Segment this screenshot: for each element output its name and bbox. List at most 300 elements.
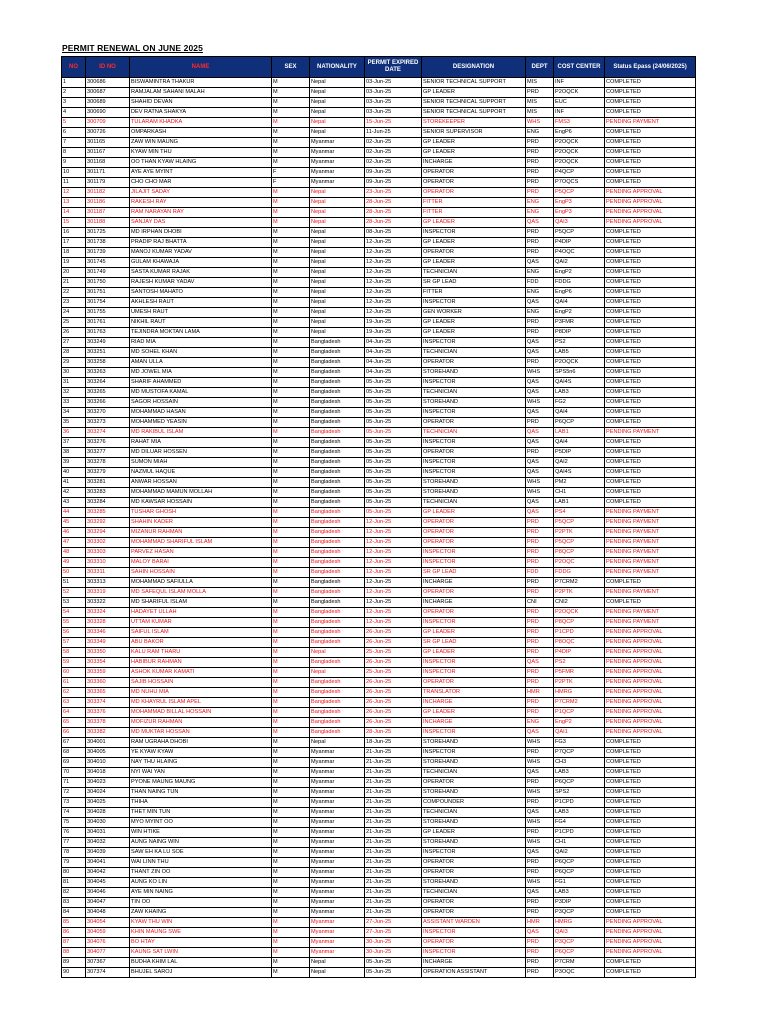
cell-nationality: Bangladesh — [310, 608, 365, 618]
table-row — [62, 168, 696, 178]
cell-no: 35 — [62, 418, 86, 428]
cell-name: MANOJ KUMAR YADAV — [130, 248, 272, 258]
cell-sex: M — [272, 888, 310, 898]
cell-no: 47 — [62, 538, 86, 548]
cell-cost-center: P3QCP — [554, 908, 605, 918]
cell-sex: M — [272, 828, 310, 838]
cell-permit-expired-date: 12-Jun-25 — [365, 518, 422, 528]
cell-name: RAM UGRAHA DHOBI — [130, 738, 272, 748]
table-row — [62, 358, 696, 368]
cell-id-no: 301755 — [86, 308, 130, 318]
cell-permit-expired-date: 28-Jun-25 — [365, 728, 422, 738]
table-row — [62, 888, 696, 898]
cell-designation: STOREKEEPER — [422, 118, 526, 128]
cell-nationality: Nepal — [310, 668, 365, 678]
cell-cost-center: FMS3 — [554, 118, 605, 128]
cell-cost-center: P5FMR — [554, 668, 605, 678]
cell-id-no: 303354 — [86, 658, 130, 668]
cell-id-no: 304018 — [86, 768, 130, 778]
table-row — [62, 108, 696, 118]
cell-permit-expired-date: 09-Jun-25 — [365, 168, 422, 178]
cell-designation: STOREHAND — [422, 738, 526, 748]
cell-id-no: 303266 — [86, 398, 130, 408]
cell-permit-expired-date: 02-Jun-25 — [365, 138, 422, 148]
table-row — [62, 218, 696, 228]
cell-name: AUNG KO LIN — [130, 878, 272, 888]
cell-name: TUSHAR GHOSH — [130, 508, 272, 518]
cell-name: THAN NAING TUN — [130, 788, 272, 798]
cell-id-no: 301749 — [86, 268, 130, 278]
cell-status: PENDING APPROVAL — [605, 938, 696, 948]
cell-nationality: Bangladesh — [310, 468, 365, 478]
cell-nationality: Bangladesh — [310, 498, 365, 508]
cell-status: PENDING PAYMENT — [605, 588, 696, 598]
cell-status: COMPLETED — [605, 908, 696, 918]
cell-dept: ENG — [526, 208, 554, 218]
cell-designation: INCHARGE — [422, 718, 526, 728]
cell-cost-center: P2OQCK — [554, 148, 605, 158]
cell-permit-expired-date: 05-Jun-25 — [365, 398, 422, 408]
cell-name: DEV RATNA SHAKYA — [130, 108, 272, 118]
cell-cost-center: INF — [554, 108, 605, 118]
cell-name: SHAHIN KADER — [130, 518, 272, 528]
cell-permit-expired-date: 27-Jun-25 — [365, 928, 422, 938]
cell-sex: M — [272, 948, 310, 958]
cell-designation: INCHARGE — [422, 158, 526, 168]
cell-designation: TRANSLATOR — [422, 688, 526, 698]
table-row — [62, 738, 696, 748]
cell-no: 3 — [62, 98, 86, 108]
cell-name: JILAJIT SADAY — [130, 188, 272, 198]
cell-sex: M — [272, 538, 310, 548]
cell-dept: QAS — [526, 438, 554, 448]
cell-designation: INSPECTOR — [422, 558, 526, 568]
table-row — [62, 128, 696, 138]
cell-status: PENDING APPROVAL — [605, 948, 696, 958]
cell-status: COMPLETED — [605, 278, 696, 288]
cell-dept: HMR — [526, 918, 554, 928]
cell-status: COMPLETED — [605, 318, 696, 328]
cell-nationality: Myanmar — [310, 888, 365, 898]
cell-nationality: Bangladesh — [310, 368, 365, 378]
cell-permit-expired-date: 21-Jun-25 — [365, 908, 422, 918]
cell-designation: OPERATOR — [422, 518, 526, 528]
cell-sex: M — [272, 408, 310, 418]
cell-id-no: 303378 — [86, 718, 130, 728]
cell-no: 56 — [62, 628, 86, 638]
cell-no: 64 — [62, 708, 86, 718]
cell-designation: GP LEADER — [422, 148, 526, 158]
cell-permit-expired-date: 18-Jun-25 — [365, 738, 422, 748]
cell-permit-expired-date: 04-Jun-25 — [365, 338, 422, 348]
cell-id-no: 300709 — [86, 118, 130, 128]
cell-id-no: 300687 — [86, 88, 130, 98]
table-row — [62, 628, 696, 638]
cell-id-no: 303324 — [86, 608, 130, 618]
cell-designation: OPERATOR — [422, 938, 526, 948]
cell-designation: INCHARGE — [422, 578, 526, 588]
cell-sex: M — [272, 268, 310, 278]
cell-permit-expired-date: 21-Jun-25 — [365, 898, 422, 908]
cell-no: 70 — [62, 768, 86, 778]
cell-sex: M — [272, 568, 310, 578]
cell-dept: PRD — [526, 418, 554, 428]
cell-id-no: 303294 — [86, 528, 130, 538]
cell-nationality: Nepal — [310, 258, 365, 268]
cell-name: NYI WAI YAN — [130, 768, 272, 778]
cell-status: COMPLETED — [605, 968, 696, 978]
cell-nationality: Bangladesh — [310, 598, 365, 608]
cell-dept: QAS — [526, 888, 554, 898]
table-row — [62, 328, 696, 338]
table-row — [62, 808, 696, 818]
cell-nationality: Nepal — [310, 328, 365, 338]
cell-designation: GP LEADER — [422, 628, 526, 638]
cell-cost-center: P3DIP — [554, 898, 605, 908]
cell-designation: STOREHAND — [422, 758, 526, 768]
cell-dept: ENG — [526, 718, 554, 728]
table-row — [62, 148, 696, 158]
cell-status: COMPLETED — [605, 578, 696, 588]
cell-name: THIHA — [130, 798, 272, 808]
cell-name: MOHAMMAD BILLAL HOSSAIN — [130, 708, 272, 718]
cell-no: 79 — [62, 858, 86, 868]
cell-sex: M — [272, 748, 310, 758]
table-row — [62, 98, 696, 108]
cell-nationality: Bangladesh — [310, 568, 365, 578]
table-row — [62, 508, 696, 518]
table-row — [62, 918, 696, 928]
cell-sex: M — [272, 118, 310, 128]
cell-name: KYAW THU WIN — [130, 918, 272, 928]
cell-permit-expired-date: 21-Jun-25 — [365, 888, 422, 898]
cell-status: COMPLETED — [605, 178, 696, 188]
cell-name: SAHIN HOSSAIN — [130, 568, 272, 578]
cell-cost-center: P2PTK — [554, 528, 605, 538]
cell-id-no: 304045 — [86, 878, 130, 888]
cell-permit-expired-date: 15-Jun-25 — [365, 118, 422, 128]
cell-permit-expired-date: 05-Jun-25 — [365, 378, 422, 388]
cell-no: 67 — [62, 738, 86, 748]
cell-sex: M — [272, 318, 310, 328]
cell-no: 8 — [62, 148, 86, 158]
cell-cost-center: LAB3 — [554, 388, 605, 398]
cell-cost-center: EngP3 — [554, 208, 605, 218]
cell-no: 51 — [62, 578, 86, 588]
cell-name: THET MIN TUN — [130, 808, 272, 818]
cell-no: 25 — [62, 318, 86, 328]
cell-dept: PRD — [526, 648, 554, 658]
cell-id-no: 304023 — [86, 778, 130, 788]
cell-nationality: Bangladesh — [310, 628, 365, 638]
cell-no: 16 — [62, 228, 86, 238]
cell-no: 36 — [62, 428, 86, 438]
cell-status: COMPLETED — [605, 868, 696, 878]
cell-no: 6 — [62, 128, 86, 138]
cell-status: PENDING APPROVAL — [605, 658, 696, 668]
cell-designation: OPERATOR — [422, 188, 526, 198]
cell-status: COMPLETED — [605, 328, 696, 338]
cell-dept: QAS — [526, 428, 554, 438]
cell-designation: COMPOUNDER — [422, 798, 526, 808]
cell-no: 74 — [62, 808, 86, 818]
cell-cost-center: PM2 — [554, 478, 605, 488]
header-cost-center: COST CENTER — [554, 57, 605, 78]
cell-id-no: 303285 — [86, 508, 130, 518]
cell-designation: STOREHAND — [422, 478, 526, 488]
cell-sex: M — [272, 438, 310, 448]
cell-designation: STOREHAND — [422, 818, 526, 828]
cell-id-no: 304041 — [86, 858, 130, 868]
cell-status: COMPLETED — [605, 788, 696, 798]
cell-dept: FDD — [526, 568, 554, 578]
cell-permit-expired-date: 26-Jun-25 — [365, 698, 422, 708]
cell-cost-center: EUC — [554, 98, 605, 108]
cell-permit-expired-date: 12-Jun-25 — [365, 608, 422, 618]
cell-cost-center: QAI4 — [554, 408, 605, 418]
cell-designation: GP LEADER — [422, 258, 526, 268]
cell-no: 38 — [62, 448, 86, 458]
cell-designation: OPERATOR — [422, 538, 526, 548]
cell-name: PRADIP RAJ BHATTA — [130, 238, 272, 248]
cell-status: PENDING PAYMENT — [605, 538, 696, 548]
cell-permit-expired-date: 03-Jun-25 — [365, 88, 422, 98]
cell-sex: M — [272, 848, 310, 858]
cell-dept: PRD — [526, 798, 554, 808]
cell-status: COMPLETED — [605, 848, 696, 858]
cell-designation: GP LEADER — [422, 318, 526, 328]
cell-sex: M — [272, 428, 310, 438]
cell-cost-center: PS4 — [554, 508, 605, 518]
cell-sex: M — [272, 758, 310, 768]
cell-no: 53 — [62, 598, 86, 608]
cell-id-no: 303365 — [86, 688, 130, 698]
cell-sex: M — [272, 648, 310, 658]
cell-id-no: 304047 — [86, 898, 130, 908]
header-name: NAME — [130, 57, 272, 78]
cell-dept: PRD — [526, 778, 554, 788]
cell-name: MOHAMMAD MAMUN MOLLAH — [130, 488, 272, 498]
cell-no: 30 — [62, 368, 86, 378]
cell-id-no: 301168 — [86, 158, 130, 168]
cell-cost-center: FDDG — [554, 568, 605, 578]
cell-permit-expired-date: 21-Jun-25 — [365, 758, 422, 768]
cell-id-no: 303281 — [86, 478, 130, 488]
cell-permit-expired-date: 28-Jun-25 — [365, 198, 422, 208]
cell-name: KALU RAM THARU — [130, 648, 272, 658]
cell-status: COMPLETED — [605, 958, 696, 968]
cell-cost-center: EngP2 — [554, 268, 605, 278]
cell-sex: M — [272, 818, 310, 828]
cell-nationality: Bangladesh — [310, 688, 365, 698]
cell-cost-center: QAI2 — [554, 458, 605, 468]
cell-status: PENDING PAYMENT — [605, 618, 696, 628]
cell-nationality: Nepal — [310, 238, 365, 248]
cell-id-no: 303265 — [86, 388, 130, 398]
cell-dept: PRD — [526, 138, 554, 148]
cell-cost-center: P7QCP — [554, 748, 605, 758]
table-row — [62, 378, 696, 388]
cell-nationality: Nepal — [310, 318, 365, 328]
cell-permit-expired-date: 05-Jun-25 — [365, 958, 422, 968]
cell-cost-center: P7CRM2 — [554, 578, 605, 588]
cell-designation: INSPECTOR — [422, 408, 526, 418]
cell-id-no: 303322 — [86, 598, 130, 608]
cell-nationality: Bangladesh — [310, 508, 365, 518]
cell-nationality: Bangladesh — [310, 358, 365, 368]
cell-status: PENDING APPROVAL — [605, 678, 696, 688]
cell-status: COMPLETED — [605, 308, 696, 318]
cell-status: COMPLETED — [605, 898, 696, 908]
cell-dept: WHS — [526, 118, 554, 128]
cell-nationality: Nepal — [310, 958, 365, 968]
cell-dept: PRD — [526, 828, 554, 838]
cell-designation: OPERATOR — [422, 858, 526, 868]
cell-status: COMPLETED — [605, 108, 696, 118]
cell-dept: MIS — [526, 98, 554, 108]
cell-name: CHO CHO MAR — [130, 178, 272, 188]
cell-nationality: Bangladesh — [310, 418, 365, 428]
cell-no: 40 — [62, 468, 86, 478]
cell-status: PENDING PAYMENT — [605, 518, 696, 528]
cell-id-no: 304077 — [86, 948, 130, 958]
header-status-epass: Status Epass (24/06/2025) — [605, 57, 696, 78]
cell-permit-expired-date: 05-Jun-25 — [365, 448, 422, 458]
cell-sex: M — [272, 398, 310, 408]
cell-no: 9 — [62, 158, 86, 168]
cell-dept: QAS — [526, 808, 554, 818]
cell-dept: QAS — [526, 928, 554, 938]
cell-designation: INSPECTOR — [422, 548, 526, 558]
cell-permit-expired-date: 21-Jun-25 — [365, 818, 422, 828]
cell-sex: M — [272, 738, 310, 748]
cell-sex: M — [272, 348, 310, 358]
table-row — [62, 748, 696, 758]
table-row — [62, 388, 696, 398]
cell-status: PENDING PAYMENT — [605, 428, 696, 438]
cell-id-no: 303278 — [86, 458, 130, 468]
cell-nationality: Nepal — [310, 218, 365, 228]
cell-dept: QAS — [526, 468, 554, 478]
cell-permit-expired-date: 21-Jun-25 — [365, 868, 422, 878]
cell-dept: PRD — [526, 948, 554, 958]
cell-permit-expired-date: 03-Jun-25 — [365, 108, 422, 118]
table-row — [62, 598, 696, 608]
cell-name: RAM NARAYAN RAY — [130, 208, 272, 218]
cell-designation: FITTER — [422, 288, 526, 298]
cell-no: 84 — [62, 908, 86, 918]
cell-designation: TECHNICIAN — [422, 348, 526, 358]
table-row — [62, 798, 696, 808]
cell-name: MD KAWSAR HOSSAIN — [130, 498, 272, 508]
cell-permit-expired-date: 05-Jun-25 — [365, 418, 422, 428]
cell-id-no: 304076 — [86, 938, 130, 948]
cell-dept: WHS — [526, 478, 554, 488]
cell-id-no: 304048 — [86, 908, 130, 918]
cell-permit-expired-date: 23-Jun-25 — [365, 188, 422, 198]
cell-name: SASTA KUMAR RAJAK — [130, 268, 272, 278]
cell-nationality: Nepal — [310, 248, 365, 258]
cell-cost-center: INF — [554, 78, 605, 88]
cell-permit-expired-date: 27-Jun-25 — [365, 918, 422, 928]
cell-permit-expired-date: 05-Jun-25 — [365, 428, 422, 438]
cell-sex: M — [272, 598, 310, 608]
table-row — [62, 488, 696, 498]
table-row — [62, 788, 696, 798]
cell-status: PENDING APPROVAL — [605, 688, 696, 698]
table-row — [62, 758, 696, 768]
cell-no: 83 — [62, 898, 86, 908]
table-row — [62, 498, 696, 508]
cell-nationality: Nepal — [310, 108, 365, 118]
cell-status: COMPLETED — [605, 838, 696, 848]
cell-status: COMPLETED — [605, 298, 696, 308]
cell-dept: QAS — [526, 218, 554, 228]
cell-designation: STOREHAND — [422, 488, 526, 498]
cell-designation: GP LEADER — [422, 138, 526, 148]
cell-permit-expired-date: 09-Jun-25 — [365, 178, 422, 188]
cell-permit-expired-date: 12-Jun-25 — [365, 538, 422, 548]
cell-dept: PRD — [526, 708, 554, 718]
cell-sex: M — [272, 358, 310, 368]
cell-dept: QAS — [526, 378, 554, 388]
cell-name: MD DILUAR HOSSEN — [130, 448, 272, 458]
cell-status: COMPLETED — [605, 358, 696, 368]
cell-permit-expired-date: 02-Jun-25 — [365, 158, 422, 168]
cell-nationality: Bangladesh — [310, 558, 365, 568]
cell-nationality: Bangladesh — [310, 348, 365, 358]
cell-cost-center: P3OQC — [554, 968, 605, 978]
table-row — [62, 658, 696, 668]
cell-id-no: 303303 — [86, 548, 130, 558]
cell-designation: GP LEADER — [422, 88, 526, 98]
cell-name: ZAW WIN MAUNG — [130, 138, 272, 148]
cell-no: 76 — [62, 828, 86, 838]
cell-cost-center: P1QCP — [554, 708, 605, 718]
cell-nationality: Bangladesh — [310, 338, 365, 348]
cell-cost-center: P2OQCK — [554, 608, 605, 618]
cell-designation: INSPECTOR — [422, 458, 526, 468]
cell-name: MD MUKTAR HOSSAN — [130, 728, 272, 738]
table-row — [62, 848, 696, 858]
cell-nationality: Myanmar — [310, 818, 365, 828]
cell-nationality: Bangladesh — [310, 438, 365, 448]
cell-dept: WHS — [526, 488, 554, 498]
cell-status: PENDING APPROVAL — [605, 698, 696, 708]
cell-dept: PRD — [526, 518, 554, 528]
cell-no: 1 — [62, 78, 86, 88]
cell-name: PYONE MAUNG MAUNG — [130, 778, 272, 788]
cell-sex: M — [272, 498, 310, 508]
cell-dept: PRD — [526, 178, 554, 188]
table-row — [62, 318, 696, 328]
cell-designation: STOREHAND — [422, 878, 526, 888]
cell-sex: M — [272, 558, 310, 568]
cell-cost-center: QAI4S — [554, 468, 605, 478]
cell-nationality: Nepal — [310, 278, 365, 288]
cell-designation: GP LEADER — [422, 328, 526, 338]
cell-name: MOFIZUR RAHMAN — [130, 718, 272, 728]
cell-no: 66 — [62, 728, 86, 738]
cell-cost-center: P2OQC — [554, 558, 605, 568]
cell-status: PENDING PAYMENT — [605, 528, 696, 538]
cell-status: COMPLETED — [605, 858, 696, 868]
cell-cost-center: LAB3 — [554, 808, 605, 818]
cell-permit-expired-date: 11-Jun-25 — [365, 128, 422, 138]
cell-cost-center: LAB3 — [554, 888, 605, 898]
cell-sex: M — [272, 198, 310, 208]
cell-cost-center: P5QCP — [554, 228, 605, 238]
